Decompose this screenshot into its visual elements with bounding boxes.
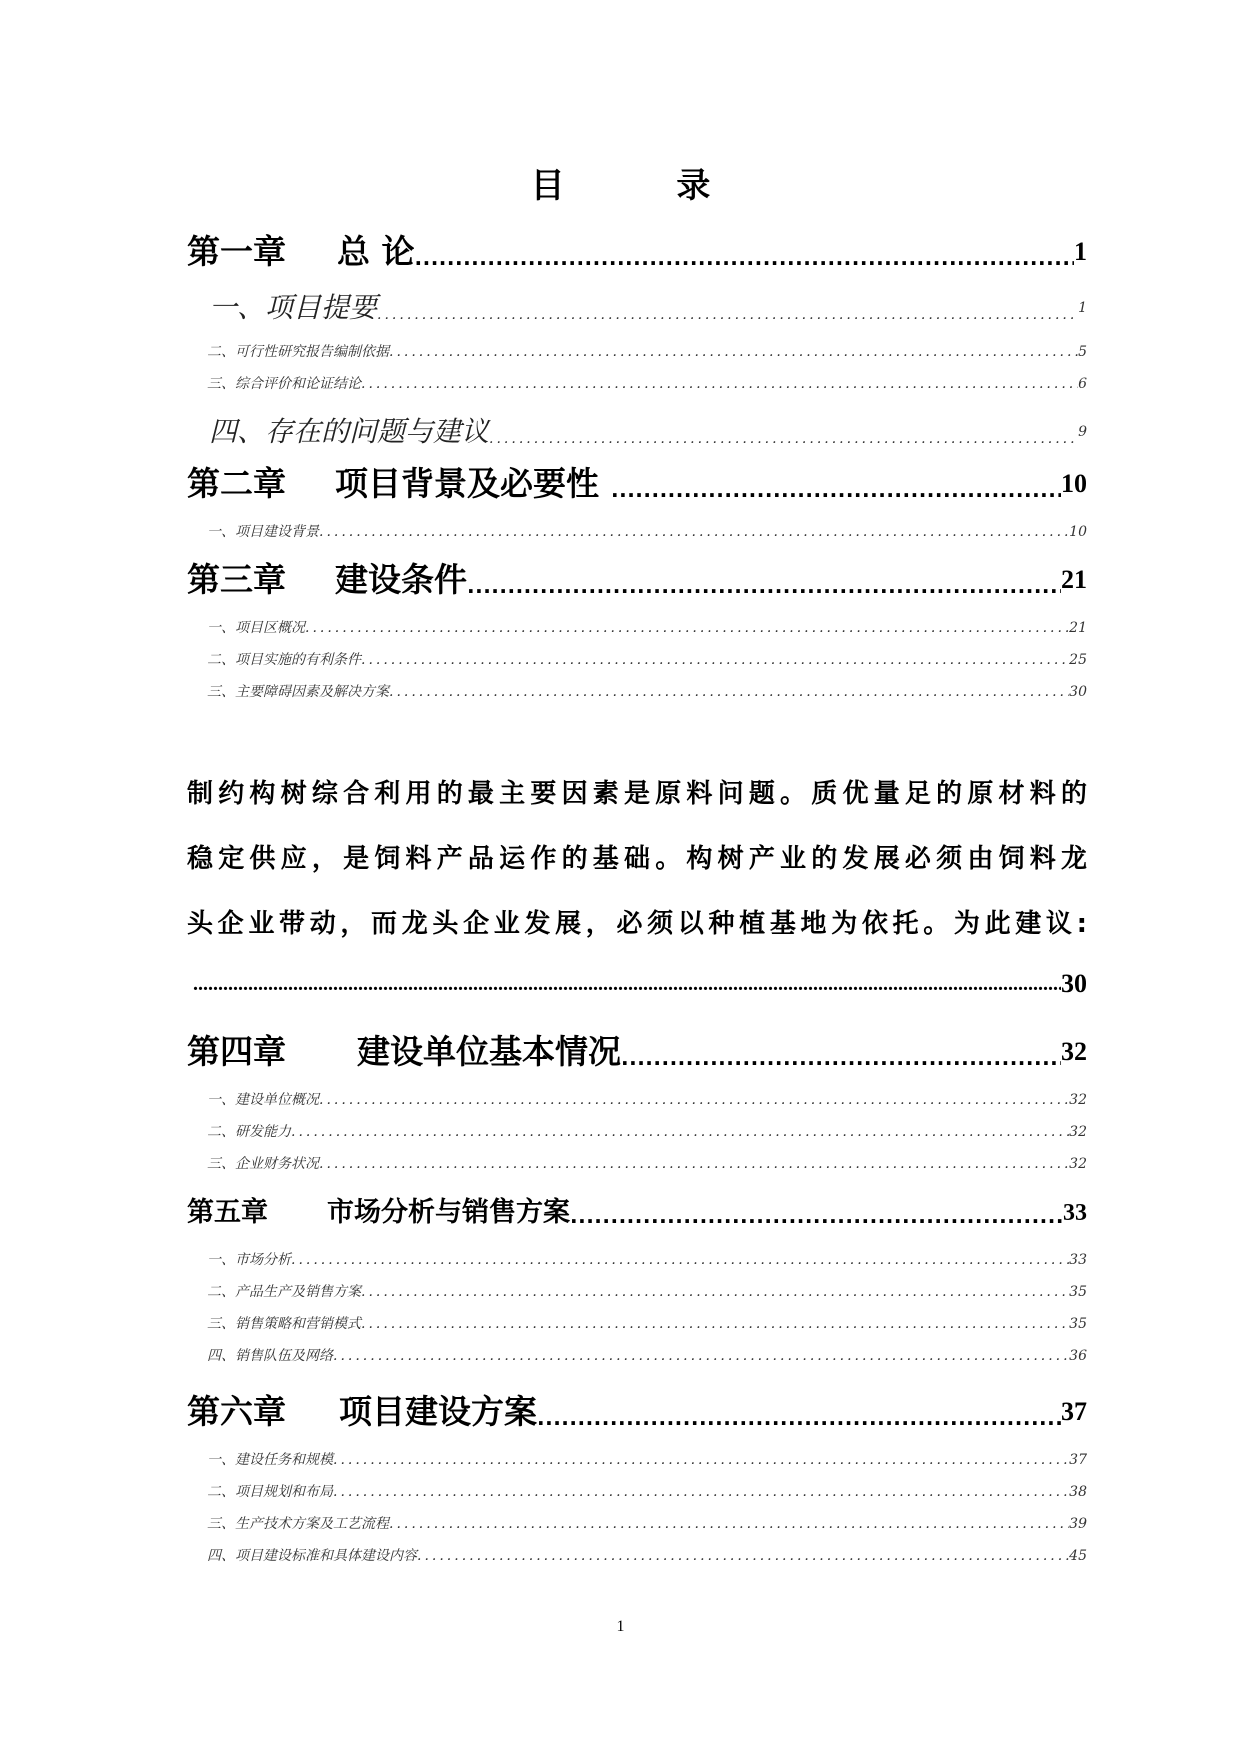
paragraph-line: 头企业带动，而龙头企业发展，必须以种植基地为依托。为此建议: — [187, 909, 1087, 939]
section-label: 四、项目建设标准和具体建设内容 — [207, 1548, 417, 1564]
toc-section[interactable] — [187, 1314, 1087, 1334]
section-label: 二、研发能力 — [207, 1124, 291, 1140]
section-label: 三、主要障碍因素及解决方案 — [207, 684, 389, 700]
section-label: 二、可行性研究报告编制依据 — [207, 344, 389, 360]
leader-dots — [361, 374, 1078, 394]
chapter-number: 第一章 — [187, 232, 286, 271]
paragraph-toc-line[interactable] — [193, 968, 1087, 1000]
section-page: 6 — [1078, 376, 1087, 392]
chapter-title: 建设条件 — [335, 560, 467, 599]
leader-dots — [361, 1282, 1069, 1302]
section-label: 二、产品生产及销售方案 — [207, 1284, 361, 1300]
chapter-number: 第二章 — [187, 464, 286, 503]
section-label: 二、项目实施的有利条件 — [207, 652, 361, 668]
leader-dots — [489, 428, 1078, 450]
toc-section[interactable] — [187, 618, 1087, 638]
section-page: 32 — [1069, 1092, 1087, 1108]
toc-section[interactable] — [187, 342, 1087, 362]
section-label: 三、销售策略和营销模式 — [207, 1316, 361, 1332]
leader-dots — [319, 522, 1069, 542]
toc-chapter-4[interactable] — [187, 1032, 1087, 1072]
leader-dots — [291, 1122, 1069, 1142]
chapter-title: 项目背景及必要性 — [335, 464, 599, 503]
section-page: 5 — [1078, 344, 1087, 360]
toc-section[interactable] — [187, 1122, 1087, 1142]
leader-dots — [361, 1314, 1069, 1334]
leader-dots — [415, 244, 1075, 272]
chapter-page: 1 — [1074, 237, 1087, 266]
section-page: 30 — [1069, 684, 1087, 700]
section-label: 四、存在的问题与建议 — [209, 415, 490, 448]
chapter-title: 建设单位基本情况 — [357, 1032, 621, 1071]
leader-dots — [291, 1250, 1069, 1270]
section-page: 1 — [1078, 300, 1087, 316]
leader-dots — [305, 618, 1069, 638]
chapter-page: 37 — [1061, 1397, 1087, 1426]
section-label: 一、项目区概况 — [207, 620, 305, 636]
leader-dots — [389, 342, 1078, 362]
section-page: 21 — [1069, 620, 1087, 636]
chapter-number: 第五章 — [187, 1197, 268, 1228]
toc-section[interactable] — [187, 374, 1087, 394]
chapter-number: 第三章 — [187, 560, 286, 599]
section-page: 10 — [1069, 524, 1087, 540]
leader-dots — [467, 572, 1061, 600]
section-label: 一、建设单位概况 — [207, 1092, 319, 1108]
leader-dots — [621, 1044, 1061, 1072]
paragraph-line: 制约构树综合利用的最主要因素是原料问题。质优量足的原材料的 — [187, 779, 1087, 809]
section-page: 25 — [1069, 652, 1087, 668]
chapter-number: 第六章 — [187, 1392, 286, 1431]
toc-section[interactable] — [187, 1154, 1087, 1174]
leader-dots — [319, 1090, 1069, 1110]
section-page: 45 — [1069, 1548, 1087, 1564]
section-label: 一、项目建设背景 — [207, 524, 319, 540]
chapter-title: 项目建设方案 — [339, 1392, 537, 1431]
toc-chapter-1[interactable] — [187, 232, 1087, 272]
toc-section[interactable] — [187, 1514, 1087, 1534]
paragraph-line: 稳定供应，是饲料产品运作的基础。构树产业的发展必须由饲料龙 — [187, 844, 1087, 874]
section-page: 33 — [1069, 1252, 1087, 1268]
chapter-title: 总 论 — [337, 232, 415, 271]
leader-dots — [333, 1450, 1069, 1470]
chapter-page: 21 — [1061, 565, 1087, 594]
toc-section[interactable] — [187, 650, 1087, 670]
leader-dots — [319, 1154, 1069, 1174]
toc-section[interactable] — [187, 414, 1087, 450]
leader-dots — [389, 1514, 1069, 1534]
section-label: 三、综合评价和论证结论 — [207, 376, 361, 392]
section-label: 一、建设任务和规模 — [207, 1452, 333, 1468]
paragraph-page: 30 — [1061, 969, 1087, 998]
leader-dots — [333, 1346, 1069, 1366]
leader-dots — [537, 1404, 1061, 1432]
toc-section[interactable] — [187, 1346, 1087, 1366]
section-page: 35 — [1069, 1316, 1087, 1332]
leader-dots — [333, 1482, 1069, 1502]
toc-chapter-3[interactable] — [187, 560, 1087, 600]
section-page: 39 — [1069, 1516, 1087, 1532]
page-number: 1 — [616, 1618, 625, 1635]
section-label: 三、企业财务状况 — [207, 1156, 319, 1172]
section-label: 一、市场分析 — [207, 1252, 291, 1268]
section-page: 36 — [1069, 1348, 1087, 1364]
toc-section[interactable] — [187, 1450, 1087, 1470]
chapter-title: 市场分析与销售方案 — [327, 1197, 570, 1228]
leader-dots — [570, 1202, 1063, 1230]
leader-dots — [361, 650, 1069, 670]
chapter-page: 10 — [1061, 469, 1087, 498]
toc-section[interactable] — [187, 1250, 1087, 1270]
section-page: 32 — [1069, 1156, 1087, 1172]
toc-section[interactable] — [187, 1090, 1087, 1110]
chapter-page: 32 — [1061, 1037, 1087, 1066]
leader-dots — [599, 476, 1061, 504]
toc-chapter-6[interactable] — [187, 1392, 1087, 1432]
chapter-page: 33 — [1063, 1200, 1087, 1226]
toc-section[interactable] — [187, 682, 1087, 702]
section-page: 38 — [1069, 1484, 1087, 1500]
toc-chapter-5[interactable] — [187, 1196, 1087, 1230]
toc-section[interactable] — [187, 522, 1087, 542]
page-title: 目 录 — [530, 166, 761, 206]
toc-section[interactable] — [187, 290, 1087, 326]
section-page: 35 — [1069, 1284, 1087, 1300]
toc-section[interactable] — [187, 1482, 1087, 1502]
section-label: 四、销售队伍及网络 — [207, 1348, 333, 1364]
section-label: 三、生产技术方案及工艺流程 — [207, 1516, 389, 1532]
body-paragraph — [187, 762, 1087, 957]
section-label: 二、项目规划和布局 — [207, 1484, 333, 1500]
toc-section[interactable] — [187, 1282, 1087, 1302]
leader-dots — [377, 304, 1078, 326]
toc-chapter-2[interactable] — [187, 464, 1087, 504]
leader-dots — [417, 1546, 1069, 1566]
chapter-number: 第四章 — [187, 1032, 286, 1071]
leader-dots — [389, 682, 1069, 702]
section-page: 9 — [1078, 424, 1087, 440]
section-page: 32 — [1069, 1124, 1087, 1140]
leader-dots — [193, 968, 1061, 1000]
section-page: 37 — [1069, 1452, 1087, 1468]
toc-section[interactable] — [187, 1546, 1087, 1566]
section-label: 一、项目提要 — [209, 291, 378, 324]
